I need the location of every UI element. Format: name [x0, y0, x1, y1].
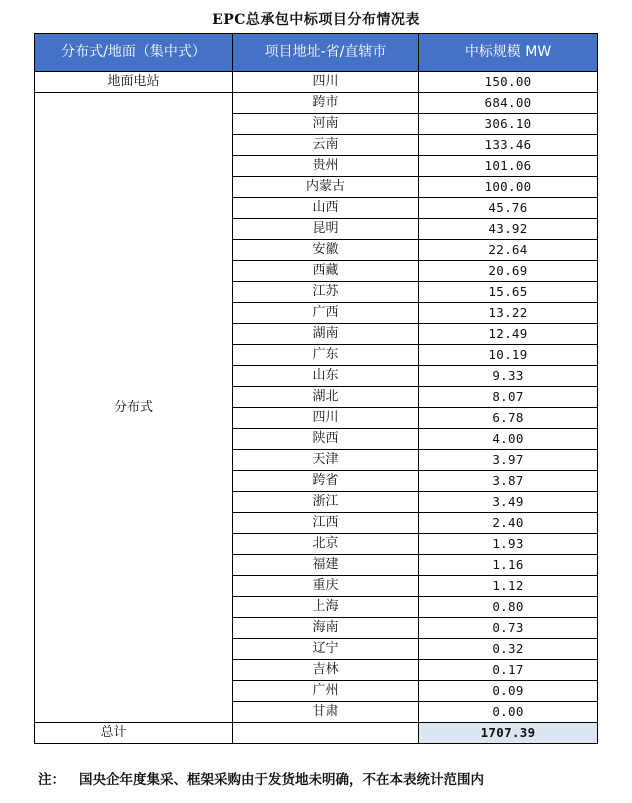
scale-value-cell: 15.65	[419, 282, 598, 303]
province-cell: 安徽	[233, 240, 419, 261]
table-body	[35, 72, 598, 744]
scale-value-cell: 684.00	[419, 93, 598, 114]
scale-value-cell: 3.97	[419, 450, 598, 471]
scale-value-cell: 2.40	[419, 513, 598, 534]
scale-value-cell: 3.87	[419, 471, 598, 492]
province-cell: 贵州	[233, 156, 419, 177]
province-cell: 广东	[233, 345, 419, 366]
total-label: 总计	[35, 723, 233, 744]
scale-value-cell: 12.49	[419, 324, 598, 345]
scale-value-cell: 150.00	[419, 72, 598, 93]
scale-value-cell: 13.22	[419, 303, 598, 324]
total-value: 1707.39	[419, 723, 598, 744]
province-cell: 山东	[233, 366, 419, 387]
province-cell: 吉林	[233, 660, 419, 681]
province-cell: 北京	[233, 534, 419, 555]
table-header-row	[35, 34, 598, 72]
scale-value-cell: 45.76	[419, 198, 598, 219]
total-row	[35, 723, 598, 744]
scale-value-cell: 1.12	[419, 576, 598, 597]
province-cell: 云南	[233, 135, 419, 156]
province-cell: 四川	[233, 72, 419, 93]
category-cell: 分布式	[35, 93, 233, 723]
scale-value-cell: 100.00	[419, 177, 598, 198]
province-cell: 西藏	[233, 261, 419, 282]
province-cell: 重庆	[233, 576, 419, 597]
table-row	[35, 72, 598, 93]
scale-value-cell: 0.32	[419, 639, 598, 660]
province-cell: 江西	[233, 513, 419, 534]
scale-value-cell: 8.07	[419, 387, 598, 408]
province-cell: 跨省	[233, 471, 419, 492]
scale-value-cell: 306.10	[419, 114, 598, 135]
header-province: 项目地址-省/直辖市	[233, 34, 419, 72]
province-cell: 山西	[233, 198, 419, 219]
province-cell: 湖北	[233, 387, 419, 408]
scale-value-cell: 0.80	[419, 597, 598, 618]
scale-value-cell: 20.69	[419, 261, 598, 282]
scale-value-cell: 0.00	[419, 702, 598, 723]
footnote	[38, 768, 484, 788]
header-scale: 中标规模 MW	[419, 34, 598, 72]
header-category: 分布式/地面（集中式）	[35, 34, 233, 72]
province-cell: 天津	[233, 450, 419, 471]
scale-value-cell: 0.09	[419, 681, 598, 702]
scale-value-cell: 4.00	[419, 429, 598, 450]
scale-value-cell: 1.93	[419, 534, 598, 555]
footnote-text: 国央企年度集采、框架采购由于发货地未明确，不在本表统计范围内	[79, 772, 484, 788]
province-cell: 广州	[233, 681, 419, 702]
bid-distribution-table	[34, 33, 598, 744]
province-cell: 上海	[233, 597, 419, 618]
scale-value-cell: 101.06	[419, 156, 598, 177]
province-cell: 浙江	[233, 492, 419, 513]
total-empty-cell	[233, 723, 419, 744]
province-cell: 江苏	[233, 282, 419, 303]
scale-value-cell: 22.64	[419, 240, 598, 261]
scale-value-cell: 1.16	[419, 555, 598, 576]
table-row	[35, 93, 598, 114]
scale-value-cell: 9.33	[419, 366, 598, 387]
scale-value-cell: 10.19	[419, 345, 598, 366]
province-cell: 河南	[233, 114, 419, 135]
province-cell: 海南	[233, 618, 419, 639]
province-cell: 四川	[233, 408, 419, 429]
scale-value-cell: 43.92	[419, 219, 598, 240]
province-cell: 湖南	[233, 324, 419, 345]
footnote-lead: 注：	[38, 772, 65, 788]
province-cell: 辽宁	[233, 639, 419, 660]
province-cell: 内蒙古	[233, 177, 419, 198]
category-cell: 地面电站	[35, 72, 233, 93]
scale-value-cell: 3.49	[419, 492, 598, 513]
table-title: EPC总承包中标项目分布情况表	[212, 12, 420, 28]
scale-value-cell: 6.78	[419, 408, 598, 429]
scale-value-cell: 133.46	[419, 135, 598, 156]
province-cell: 福建	[233, 555, 419, 576]
province-cell: 广西	[233, 303, 419, 324]
scale-value-cell: 0.73	[419, 618, 598, 639]
province-cell: 陕西	[233, 429, 419, 450]
province-cell: 跨市	[233, 93, 419, 114]
scale-value-cell: 0.17	[419, 660, 598, 681]
province-cell: 甘肃	[233, 702, 419, 723]
province-cell: 昆明	[233, 219, 419, 240]
